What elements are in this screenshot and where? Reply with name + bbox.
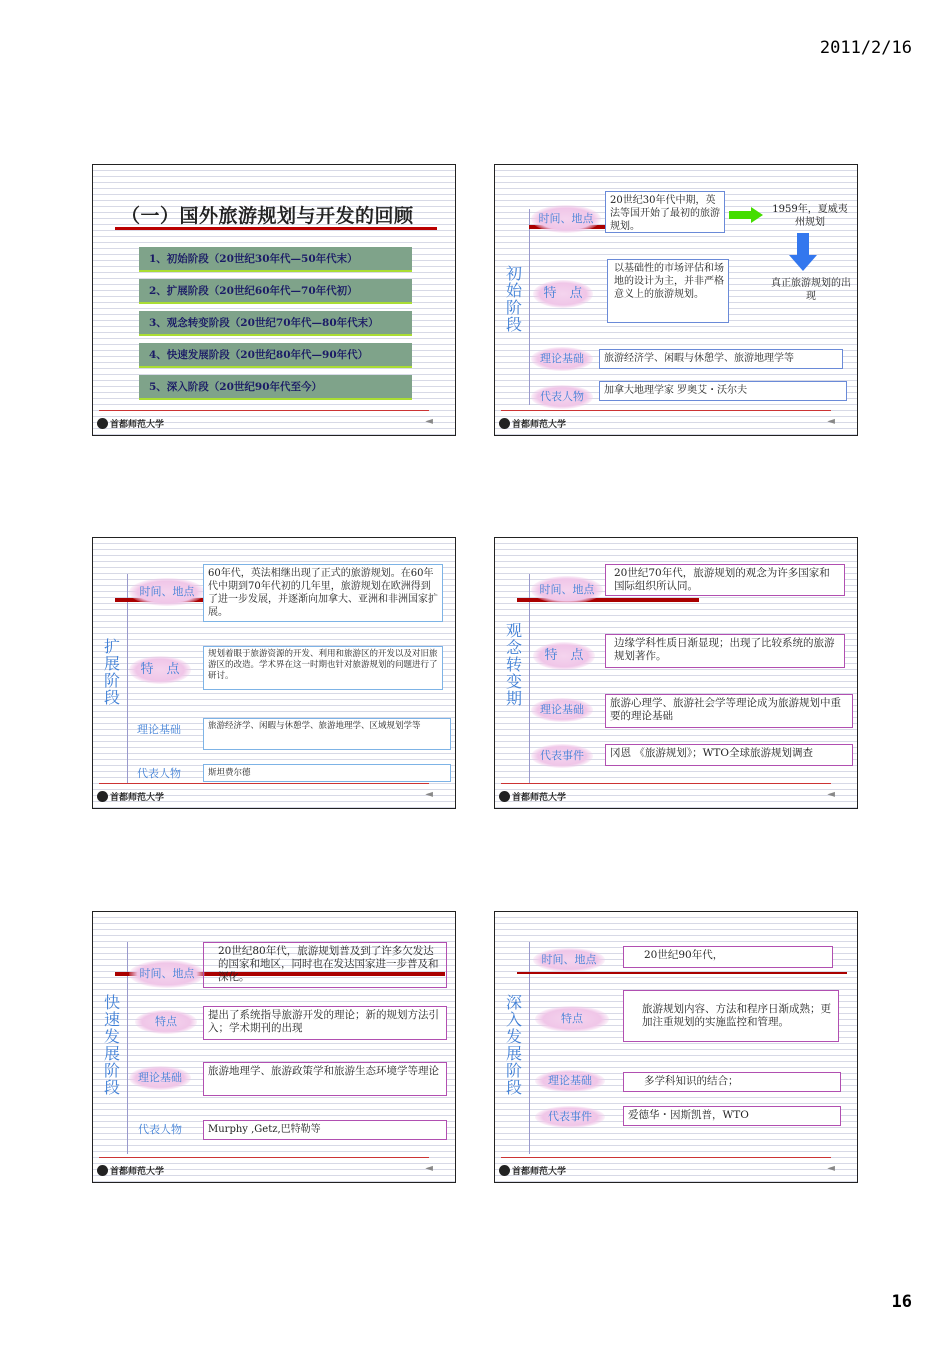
slide-title: （一）国外旅游规划与开发的回顾: [121, 205, 414, 227]
footer-line: [501, 1157, 831, 1158]
callout-text: 1959年，夏威夷州规划: [772, 204, 848, 228]
university-logo: [97, 1164, 164, 1177]
vertical-title: 深入发展阶段: [505, 993, 522, 1097]
slide-5[interactable]: [92, 911, 456, 1183]
footer-line: [99, 783, 429, 784]
theory-label: 理论基础: [129, 1066, 191, 1090]
logo-text: 首都师范大学: [512, 420, 567, 430]
theory-label: 理论基础: [531, 347, 593, 371]
arrow-right-icon: [729, 207, 763, 223]
university-logo: [97, 790, 164, 803]
seal-icon: [97, 1165, 108, 1176]
person-label: 代表人物: [531, 385, 593, 409]
prev-arrow-icon[interactable]: ◄: [425, 789, 433, 800]
red-accent-line: [517, 972, 847, 974]
time-label: 时间、地点: [533, 948, 605, 972]
seal-icon: [97, 791, 108, 802]
slide-6[interactable]: [494, 911, 858, 1183]
theory-label: 理论基础: [535, 1070, 605, 1092]
university-logo: [499, 790, 566, 803]
logo-text: 首都师范大学: [512, 793, 567, 803]
stage-list: [139, 247, 412, 407]
time-text-box: 20世纪30年代中期，英法等国开始了最初的旅游规划。: [605, 191, 725, 233]
slide-4[interactable]: [494, 537, 858, 809]
feature-text-box: 规划着眼于旅游资源的开发、利用和旅游区的开发以及对旧旅游区的改造。学术界在这一时期也针对旅游规划的问题进行了研讨。: [203, 646, 443, 690]
feature-text-box: 以基础性的市场评估和场地的设计为主，并非严格意义上的旅游规划。: [607, 259, 729, 323]
logo-text: 首都师范大学: [110, 1167, 165, 1177]
time-text-box: 20世纪70年代，旅游规划的观念为许多国家和国际组织所认同。: [605, 564, 845, 596]
person-text-box: Murphy ,Getz,巴特勒等: [203, 1120, 447, 1140]
time-label: 时间、地点: [129, 960, 205, 988]
theory-label: 理论基础: [137, 723, 181, 736]
university-logo: [499, 417, 566, 430]
time-label: 时间、地点: [531, 576, 603, 604]
person-text-box: 加拿大地理学家 罗奥艾・沃尔夫: [599, 381, 847, 401]
prev-arrow-icon[interactable]: ◄: [827, 416, 835, 427]
prev-arrow-icon[interactable]: ◄: [827, 1163, 835, 1174]
stage-item: 1、初始阶段（20世纪30年代—50年代末）: [139, 247, 412, 272]
vertical-divider: [529, 574, 530, 784]
stage-item: 2、扩展阶段（20世纪60年代—70年代初）: [139, 279, 412, 304]
prev-arrow-icon[interactable]: ◄: [425, 416, 433, 427]
seal-icon: [499, 791, 510, 802]
theory-label: 理论基础: [531, 698, 593, 722]
event-label: 代表事件: [531, 744, 593, 768]
footer-line: [501, 410, 831, 411]
time-label: 时间、地点: [129, 578, 205, 606]
logo-text: 首都师范大学: [512, 1167, 567, 1177]
title-underline: [115, 227, 437, 230]
feature-label: 特点: [135, 1010, 197, 1034]
seal-icon: [499, 1165, 510, 1176]
prev-arrow-icon[interactable]: ◄: [425, 1163, 433, 1174]
theory-text-box: 旅游经济学、闲暇与休憩学、旅游地理学、区域规划学等: [203, 718, 451, 750]
feature-text-box: 边缘学科性质日渐显现；出现了比较系统的旅游规划著作。: [605, 634, 845, 668]
footer-line: [501, 783, 831, 784]
header-date: 2011/2/16: [819, 38, 912, 58]
time-label: 时间、地点: [531, 205, 601, 233]
event-text-box: 冈恩 《旅游规划》；WTO全球旅游规划调查: [605, 744, 853, 766]
person-text-box: 斯坦费尔德: [203, 764, 451, 782]
prev-arrow-icon[interactable]: ◄: [827, 789, 835, 800]
time-text-box: 60年代，英法相继出现了正式的旅游规划。在60年代中期到70年代初的几年里，旅游规划在欧洲得到了进一步发展，并逐渐向加拿大、亚洲和非洲国家扩展。: [203, 564, 443, 622]
event-label: 代表事件: [535, 1106, 605, 1128]
theory-text-box: 多学科知识的结合；: [623, 1072, 841, 1092]
time-text-box: 20世纪80年代，旅游规划普及到了许多欠发达的国家和地区，同时也在发达国家进一步普及和深化。: [203, 942, 447, 988]
feature-text-box: 提出了系统指导旅游开发的理论；新的规划方法引入；学术期刊的出现: [203, 1006, 447, 1040]
vertical-title: 快速发展阶段: [103, 993, 120, 1097]
feature-label: 特 点: [533, 642, 595, 670]
feature-label: 特 点: [129, 656, 191, 684]
logo-text: 首都师范大学: [110, 420, 165, 430]
vertical-divider: [127, 574, 128, 784]
stage-item: 4、快速发展阶段（20世纪80年代—90年代）: [139, 343, 412, 368]
stage-item: 3、观念转变阶段（20世纪70年代—80年代末）: [139, 311, 412, 336]
feature-label: 特点: [535, 1006, 609, 1032]
slide-2[interactable]: [494, 164, 858, 436]
time-text-box: 20世纪90年代，: [623, 946, 833, 968]
theory-text-box: 旅游经济学、闲暇与休憩学、旅游地理学等: [599, 349, 843, 369]
vertical-divider: [529, 209, 530, 405]
feature-label: 特 点: [533, 280, 593, 308]
arrow-down-icon: [789, 233, 817, 271]
footer-line: [99, 1157, 429, 1158]
feature-text-box: 旅游规划内容、方法和程序日渐成熟；更加注重规划的实施监控和管理。: [623, 990, 839, 1042]
outcome-text: 真正旅游规划的出现: [771, 278, 851, 302]
slide-3[interactable]: [92, 537, 456, 809]
footer-line: [99, 410, 429, 411]
vertical-title: 初始阶段: [505, 264, 522, 334]
university-logo: [97, 417, 164, 430]
event-text-box: 爱德华・因斯凯普，WTO: [623, 1106, 841, 1126]
person-label: 代表人物: [137, 767, 181, 780]
vertical-title: 扩展阶段: [103, 637, 120, 707]
theory-text-box: 旅游地理学、旅游政策学和旅游生态环境学等理论: [203, 1062, 447, 1096]
theory-text-box: 旅游心理学、旅游社会学等理论成为旅游规划中重要的理论基础: [605, 694, 853, 728]
slide-1[interactable]: [92, 164, 456, 436]
seal-icon: [97, 418, 108, 429]
stage-item: 5、深入阶段（20世纪90年代至今）: [139, 375, 412, 400]
university-logo: [499, 1164, 566, 1177]
seal-icon: [499, 418, 510, 429]
person-label: 代表人物: [138, 1123, 182, 1136]
vertical-title: 观念转变期: [505, 621, 522, 708]
logo-text: 首都师范大学: [110, 793, 165, 803]
page-number: 16: [891, 1292, 912, 1312]
